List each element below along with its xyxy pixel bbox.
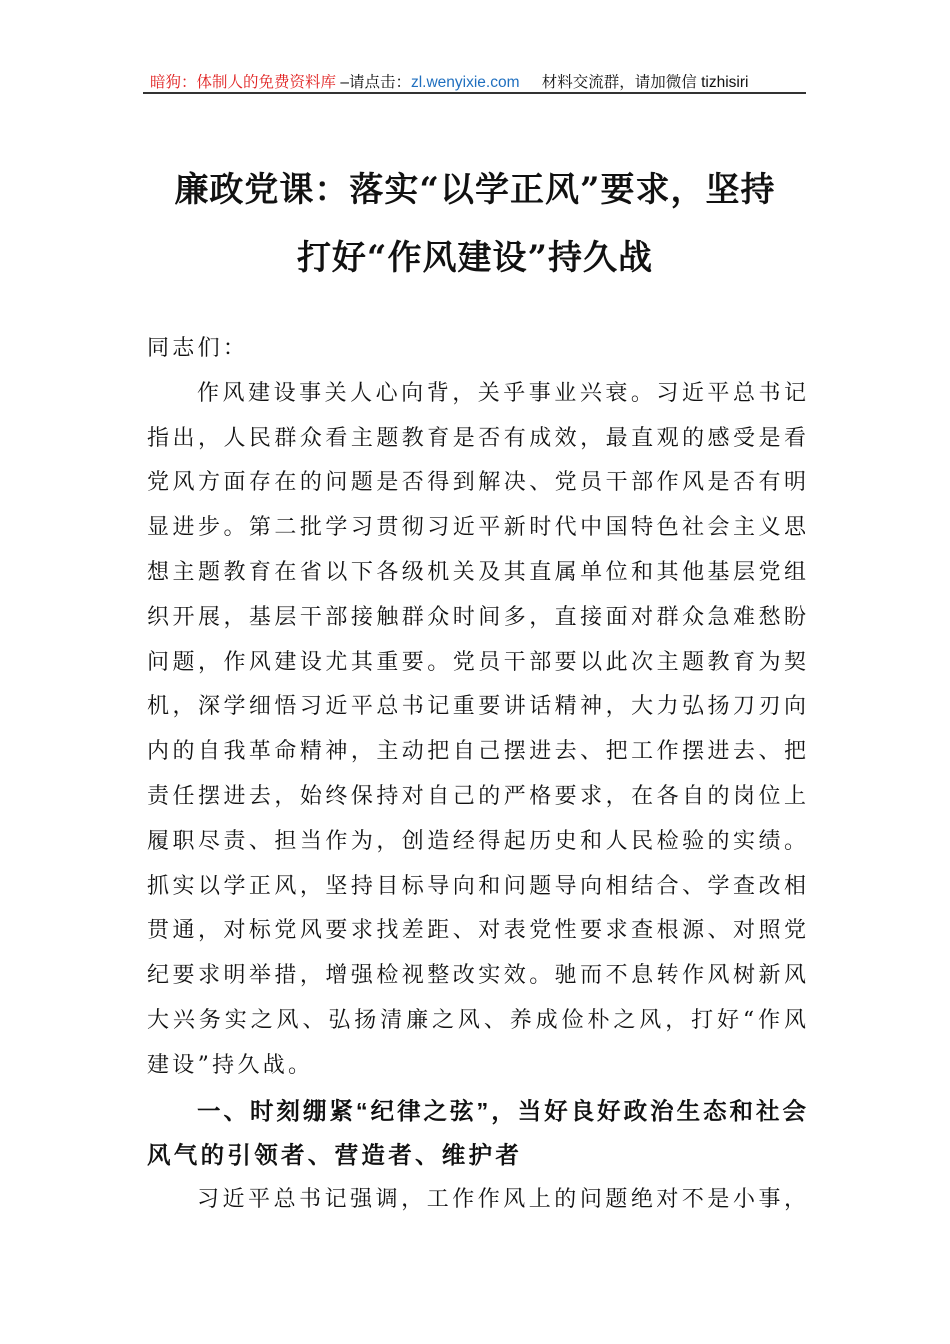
text-line: 纪要求明举措，增强检视整改实效。驰而不息转作风树新风 xyxy=(147,963,806,989)
promo-wechat: 材料交流群，请加微信 tizhisiri xyxy=(541,74,749,91)
promo-site-name: 暗狗：体制人的免费资料库 xyxy=(150,74,337,91)
text-line: 建设”持久战。 xyxy=(147,1052,314,1078)
header-divider xyxy=(143,92,806,94)
text-line: 指出，人民群众看主题教育是否有成效，最直观的感受是看 xyxy=(147,425,806,451)
text-line: 抓实以学正风，坚持目标导向和问题导向相结合、学查改相 xyxy=(147,873,806,899)
promo-click-label: –请点击： xyxy=(340,74,411,91)
text-line: 显进步。第二批学习贯彻习近平新时代中国特色社会主义思 xyxy=(147,515,806,541)
paragraph-2 xyxy=(147,1178,806,1223)
document-title-line-2: 打好“作风建设”持久战 xyxy=(296,238,654,278)
text-line: 问题，作风建设尤其重要。党员干部要以此次主题教育为契 xyxy=(147,649,806,675)
document-body xyxy=(147,327,806,1223)
text-line: 一、时刻绷紧“纪律之弦”，当好良好政治生态和社会 xyxy=(197,1097,806,1124)
document-title-line-1: 廉政党课：落实“以学正风”要求，坚持 xyxy=(174,170,776,210)
text-line: 党风方面存在的问题是否得到解决、党员干部作风是否有明 xyxy=(147,470,806,496)
text-line: 机，深学细悟习近平总书记重要讲话精神，大力弘扬刀刃向 xyxy=(147,694,806,720)
text-line: 风气的引领者、营造者、维护者 xyxy=(147,1142,523,1169)
section-heading-1 xyxy=(147,1089,806,1179)
text-line: 想主题教育在省以下各级机关及其直属单位和其他基层党组 xyxy=(147,559,806,585)
paragraph-1 xyxy=(147,372,806,1089)
text-line: 内的自我革命精神，主动把自己摆进去、把工作摆进去、把 xyxy=(147,739,806,765)
text-line: 作风建设事关人心向背，关乎事业兴衰。习近平总书记 xyxy=(197,380,806,406)
salutation: 同志们： xyxy=(147,336,249,361)
text-line: 贯通，对标党风要求找差距、对表党性要求查根源、对照党 xyxy=(147,918,806,944)
text-line: 履职尽责、担当作为，创造经得起历史和人民检验的实绩。 xyxy=(147,828,806,854)
promo-header xyxy=(150,70,800,92)
text-line: 责任摆进去，始终保持对自己的严格要求，在各自的岗位上 xyxy=(147,783,806,809)
text-line: 习近平总书记强调，工作作风上的问题绝对不是小事， xyxy=(197,1187,806,1213)
text-line: 大兴务实之风、弘扬清廉之风、养成俭朴之风，打好“作风 xyxy=(147,1007,806,1033)
promo-link[interactable]: zl.wenyixie.com xyxy=(410,74,520,91)
text-line: 织开展，基层干部接触群众时间多，直接面对群众急难愁盼 xyxy=(147,604,806,630)
